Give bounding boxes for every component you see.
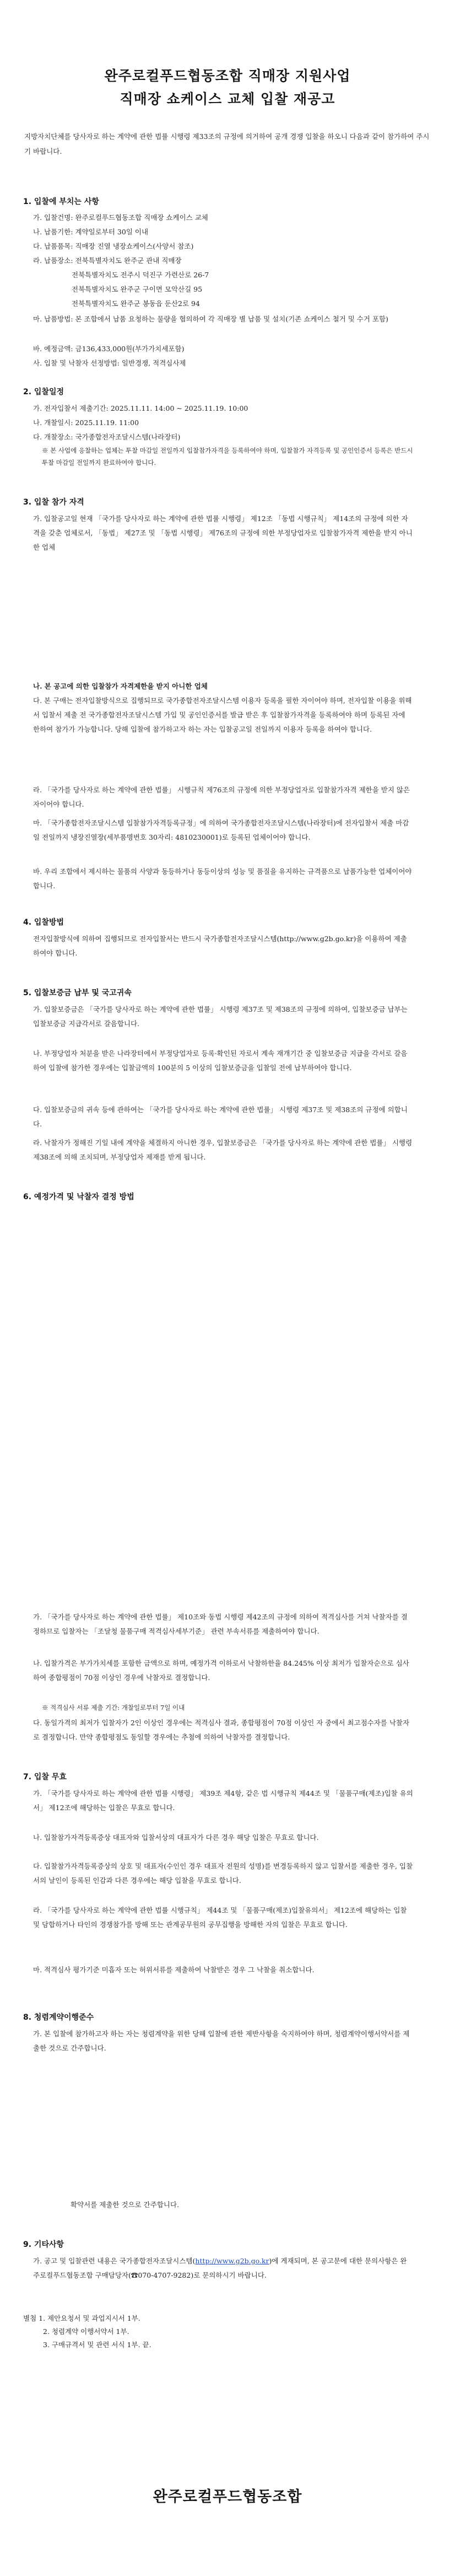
s2-item: 다. 개찰장소: 국가종합전자조달시스템(나라장터) <box>33 433 181 441</box>
section-heading-6: 6. 예정가격 및 낙찰자 결정 방법 <box>23 1193 134 1201</box>
s5-item: 다. 입찰보증금의 귀속 등에 관하여는 「국가를 당사자로 하는 계약에 관한 법률」 시행령 제37조 및 제38조의 규정에 의합니다. <box>33 1105 408 1128</box>
s8-tail: 확약서를 제출한 것으로 간주합니다. <box>71 2201 180 2209</box>
s2-item: 가. 전자입찰서 제출기간: 2025.11.11. 14:00 ~ 2025.11.19. 10:00 <box>33 404 248 412</box>
s2-note: ※ 본 사업에 응찰하는 업체는 투찰 마감일 전일까지 입찰참가자격을 등록하여야 하며, 입찰참가 자격등록 및 공인인증서 등록은 반드시 투찰 마감일 전일까지 완료하여야 합니다. <box>42 447 413 466</box>
s9-text-a: 가. 공고 및 입찰관련 내용은 국가종합전자조달시스템( <box>33 2257 196 2265</box>
attachment-line: 별첨 1. 제안요청서 및 과업지시서 1부. <box>23 2314 140 2322</box>
s3-item: 가. 입찰공고일 현재 「국가를 당사자로 하는 계약에 관한 법률 시행령」 제12조 「동법 시행규칙」 제14조의 규정에 의한 자격을 갖춘 업체로서, 「동법」 제27조 및 「동법 시행령」 제76조의 규정에 의한 부정당업자로 입찰참가자격 제한을 받지 아니한 업체 <box>33 514 413 551</box>
g2b-link[interactable]: http://www.g2b.go.kr <box>195 2257 269 2265</box>
s1-item: 라. 납품장소: 전북특별자치도 완주군 관내 직매장 <box>33 256 182 265</box>
s3-item: 마. 「국가종합전자조달시스템 입찰참가자격등록규정」에 의하여 국가종합전자조달시스템(나라장터)에 전자입찰서 제출 마감일 전일까지 냉장진열장(세부품명번호 30자리: 4810230001)로 등록된 업체이어야 합니다. <box>33 819 409 841</box>
section-heading-2: 2. 입찰일정 <box>23 388 64 396</box>
s9-item <box>33 2254 413 2283</box>
s1-item: 나. 납품기한: 계약일로부터 30일 이내 <box>33 228 149 236</box>
issuer-signoff: 완주로컬푸드협동조합 <box>153 2488 302 2505</box>
s1-item: 전북특별자치도 완주군 봉동읍 둔산2로 94 <box>72 299 200 308</box>
attachment-line: 2. 청렴계약 이행서약서 1부. <box>43 2327 129 2336</box>
section-heading-9: 9. 기타사항 <box>23 2240 64 2249</box>
s9-text-b: )에 게재되며, 본 공고문에 대한 문의사항은 완주로컬푸드협동조합 구매담당자(☎070-4707-9282)로 문의하시기 바랍니다. <box>33 2257 407 2279</box>
s2-item: 나. 개찰일시: 2025.11.19. 11:00 <box>33 418 139 427</box>
s3-item: 나. 본 공고에 의한 입찰참가 자격제한을 받지 아니한 업체 <box>33 682 208 690</box>
section-heading-3: 3. 입찰 참가 자격 <box>23 498 84 507</box>
s3-item: 바. 우리 조합에서 제시하는 물품의 사양과 동등하거나 동등이상의 성능 및 품질을 유지하는 규격품으로 납품가능한 업체이어야 합니다. <box>33 867 412 890</box>
s1-item: 전북특별자치도 완주군 구이면 모악산길 95 <box>72 285 203 293</box>
s7-item: 나. 입찰참가자격등록증상 대표자와 입찰서상의 대표자가 다른 경우 해당 입찰은 무효로 합니다. <box>33 1833 319 1842</box>
s3-item: 라. 「국가를 당사자로 하는 계약에 관한 법률」 시행규칙 제76조의 규정에 의한 부정당업자로 입찰참가자격 제한을 받지 않은 자이어야 합니다. <box>33 786 410 808</box>
document-title-line2: 직매장 쇼케이스 교체 입찰 재공고 <box>120 91 335 107</box>
s1-item: 사. 입찰 및 낙찰자 선정방법: 일반경쟁, 적격심사제 <box>33 359 186 367</box>
s1-item: 가. 입찰건명: 완주로컬푸드협동조합 직매장 쇼케이스 교체 <box>33 213 208 222</box>
s6-item: 나. 입찰가격은 부가가치세를 포함한 금액으로 하며, 예정가격 이하로서 낙찰하한율 84.245% 이상 최저가 입찰자순으로 심사하여 종합평점이 70점 이상인 경우에 낙찰자로 결정합니다. <box>33 1659 409 1682</box>
section-heading-1: 1. 입찰에 부치는 사항 <box>23 197 99 206</box>
s1-item: 바. 예정금액: 금136,433,000원(부가가치세포함) <box>33 345 185 353</box>
s1-item: 마. 납품방법: 본 조합에서 납품 요청하는 물량을 협의하여 각 직매장 별 납품 및 설치(기존 쇼케이스 철거 및 수거 포함) <box>33 315 388 323</box>
s1-item: 다. 납품품목: 직매장 진열 냉장쇼케이스(사양서 참조) <box>33 242 194 250</box>
s6-note: ※ 적격심사 서류 제출 기간: 개찰일로부터 7일 이내 <box>42 1704 185 1711</box>
section-heading-4: 4. 입찰방법 <box>23 918 64 927</box>
s7-item: 다. 입찰참가자격등록증상의 상호 및 대표자(수인인 경우 대표자 전원의 성명)를 변경등록하지 않고 입찰서를 제출한 경우, 입찰서의 날인이 등록된 인감과 다른 경우에는 해당 입찰을 무효로 합니다. <box>33 1862 413 1885</box>
s8-item: 가. 본 입찰에 참가하고자 하는 자는 청렴계약을 위한 당해 입찰에 관한 제반사항을 숙지하여야 하며, 청렴계약이행서약서를 제출한 것으로 간주합니다. <box>33 2030 410 2052</box>
attachment-line: 3. 구매규격서 및 관련 서식 1부. 끝. <box>43 2341 151 2349</box>
s3-item: 다. 본 구매는 전자입찰방식으로 집행되므로 국가종합전자조달시스템 이용자 등록을 필한 자이어야 하며, 전자입찰 이용을 위해서 입찰서 제출 전 국가종합전자조달시스템 가입 및 공인인증서를 발급 받은 후 입찰참가자격을 등록하여야 하며 등록된 자에 한하여 참가가 가능합니다. 당해 입찰에 참가하고자 하는 자는 입찰공고일 전일까지 이용자 등록을 하여야 합니다. <box>33 696 412 733</box>
document-title-line1: 완주로컬푸드협동조합 직매장 지원사업 <box>104 68 351 84</box>
s5-item: 가. 입찰보증금은 「국가를 당사자로 하는 계약에 관한 법률」 시행령 제37조 및 제38조의 규정에 의하여, 입찰보증금 납부는 입찰보증금 지급각서로 갈음합니다. <box>33 1005 408 1028</box>
s4-text: 전자입찰방식에 의하여 집행되므로 전자입찰서는 반드시 국가종합전자조달시스템(http://www.g2b.go.kr)을 이용하여 제출하여야 합니다. <box>33 935 407 957</box>
intro-paragraph: 지방자치단체를 당사자로 하는 계약에 관한 법률 시행령 제33조의 규정에 의거하여 공개 경쟁 입찰을 하오니 다음과 같이 참가하여 주시기 바랍니다. <box>24 132 430 155</box>
s1-item: 전북특별자치도 전주시 덕진구 가련산로 26-7 <box>72 271 209 279</box>
s7-item: 마. 적격심사 평가기준 미흡자 또는 허위서류를 제출하여 낙찰받은 경우 그 낙찰을 취소합니다. <box>33 1966 315 1974</box>
section-heading-8: 8. 청렴계약이행준수 <box>23 2013 94 2022</box>
s5-item: 나. 부정당업자 처분을 받은 나라장터에서 부정당업자로 등록·확인된 자로서 계속 재개기간 중 입찰보증금 지급을 각서로 갈음하여 입찰에 참가한 경우에는 입찰금액의 100분의 5 이상의 입찰보증금을 입찰일 전에 납부하여야 합니다. <box>33 1049 408 1072</box>
s6-item: 가. 「국가를 당사자로 하는 계약에 관한 법률」 제10조와 동법 시행령 제42조의 규정에 의하여 적격심사를 거쳐 낙찰자를 결정하므로 입찰자는 「조달청 물품구매 적격심사세부기준」 관련 부속서류를 제출하여야 합니다. <box>33 1613 408 1635</box>
section-heading-5: 5. 입찰보증금 납부 및 국고귀속 <box>23 989 132 997</box>
s7-item: 가. 「국가를 당사자로 하는 계약에 관한 법률 시행령」 제39조 제4항, 같은 법 시행규칙 제44조 및 「물품구매(제조)입찰 유의서」 제12조에 해당하는 입찰은 무효로 합니다. <box>33 1789 413 1812</box>
s7-item: 라. 「국가를 당사자로 하는 계약에 관한 법률 시행규칙」 제44조 및 「물품구매(제조)입찰유의서」 제12조에 해당하는 입찰 및 담합하거나 타인의 경쟁참가를 방해 또는 관계공무원의 공무집행을 방해한 자의 입찰은 무효로 합니다. <box>33 1906 407 1929</box>
s5-item: 라. 낙찰자가 정해진 기일 내에 계약을 체결하지 아니한 경우, 입찰보증금은 「국가를 당사자로 하는 계약에 관한 법률」 시행령 제38조에 의해 조치되며, 부정당업자 제재를 받게 됩니다. <box>33 1139 413 1161</box>
s6-item: 다. 동일가격의 최저가 입찰자가 2인 이상인 경우에는 적격심사 결과, 종합평점이 70점 이상인 자 중에서 최고점수자를 낙찰자로 결정합니다. 만약 종합평점도 동일할 경우에는 추첨에 의하여 낙찰자를 결정합니다. <box>33 1719 410 1741</box>
section-heading-7: 7. 입찰 무효 <box>23 1773 67 1781</box>
